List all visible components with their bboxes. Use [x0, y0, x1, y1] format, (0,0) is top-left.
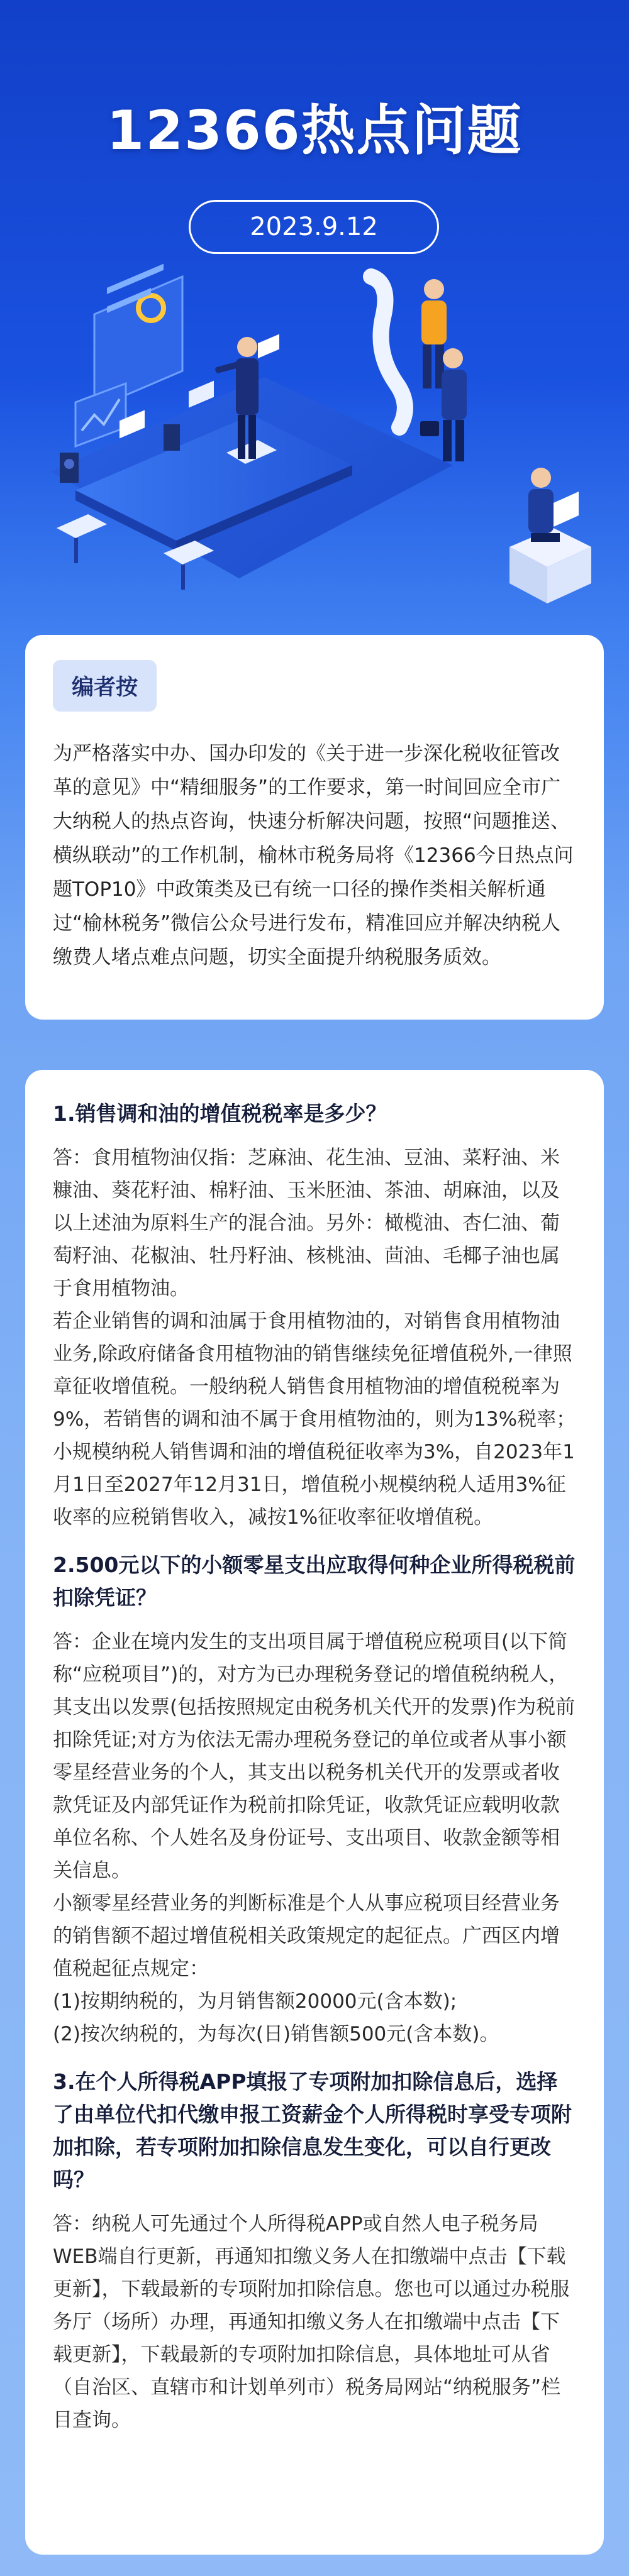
answer-2-para-2: 小额零星经营业务的判断标准是个人从事应税项目经营业务的销售额不超过增值税相关政策规定的起征点。广西区内增值税起征点规定：: [53, 1892, 560, 1980]
date-badge: 2023.9.12: [189, 200, 439, 254]
answer-2-para-1: 答：企业在境内发生的支出项目属于增值税应税项目(以下简称“应税项目”)的，对方为已办理税务登记的增值税纳税人，其支出以发票(包括按照规定由税务机关代开的发票)作为税前扣除凭证;对方为依法无需办理税务登记的单位或者从事小额零星经营业务的个人，其支出以税务机关代开的发票或者收款凭证及内部凭证作为税前扣除凭证，收款凭证应载明收款单位名称、个人姓名及身份证号、支出项目、收款金额等相关信息。: [53, 1631, 576, 1882]
qa-item: [53, 2066, 576, 2436]
editor-note-card: [25, 635, 604, 1020]
question-1: 1.销售调和油的增值税税率是多少？: [53, 1101, 387, 1126]
office-illustration: [0, 264, 629, 641]
editor-note-text: 为严格落实中办、国办印发的《关于进一步深化税收征管改革的意见》中“精细服务”的工作要求，第一时间回应全市广大纳税人的热点咨询，快速分析解决问题，按照“问题推送、横纵联动”的工作机制，榆林市税务局将《12366今日热点问题TOP10》中政策类及已有统一口径的操作类相关解析通过“榆林税务”微信公众号进行发布，精准回应并解决纳税人缴费人堵点难点问题，切实全面提升纳税服务质效。: [53, 742, 574, 969]
question-3: 3.在个人所得税APP填报了专项附加扣除信息后，选择了由单位代扣代缴申报工资薪金个人所得税时享受专项附加扣除，若专项附加扣除信息发生变化，可以自行更改吗？: [53, 2069, 572, 2192]
answer-3-para-1: 答：纳税人可先通过个人所得税APP或自然人电子税务局WEB端自行更新，再通知扣缴义务人在扣缴端中点击【下载更新】，下载最新的专项附加扣除信息。您也可以通过办税服务厅（场所）办理，再通知扣缴义务人在扣缴端中点击【下载更新】，下载最新的专项附加扣除信息，具体地址可从省（自治区、直辖市和计划单列市）税务局网站“纳税服务”栏目查询。: [53, 2213, 570, 2431]
answer-2-para-3: (1)按期纳税的，为月销售额20000元(含本数);: [53, 1990, 457, 2013]
answer-2-para-4: (2)按次纳税的，为每次(日)销售额500元(含本数)。: [53, 2023, 499, 2045]
qa-item: [53, 1098, 576, 1534]
qa-item: [53, 1549, 576, 2050]
qa-card: [25, 1070, 604, 2555]
page-title: 12366热点问题: [106, 99, 523, 162]
answer-1-para-1: 答：食用植物油仅指：芝麻油、花生油、豆油、菜籽油、米糠油、葵花籽油、棉籽油、玉米胚油、茶油、胡麻油，以及以上述油为原料生产的混合油。另外：橄榄油、杏仁油、葡萄籽油、花椒油、牡丹籽油、核桃油、茴油、毛椰子油也属于食用植物油。: [53, 1147, 560, 1300]
question-2: 2.500元以下的小额零星支出应取得何种企业所得税税前扣除凭证？: [53, 1553, 576, 1610]
answer-1-para-2: 若企业销售的调和油属于食用植物油的，对销售食用植物油业务,除政府储备食用植物油的销售继续免征增值税外,一律照章征收增值税。一般纳税人销售食用植物油的增值税税率为9%，若销售的调和油不属于食用植物油的，则为13%税率；小规模纳税人销售调和油的增值税征收率为3%，自2023年1月1日至2027年12月31日，增值税小规模纳税人适用3%征收率的应税销售收入，减按1%征收率征收增值税。: [53, 1310, 576, 1529]
editor-note-tag: 编者按: [53, 660, 157, 712]
